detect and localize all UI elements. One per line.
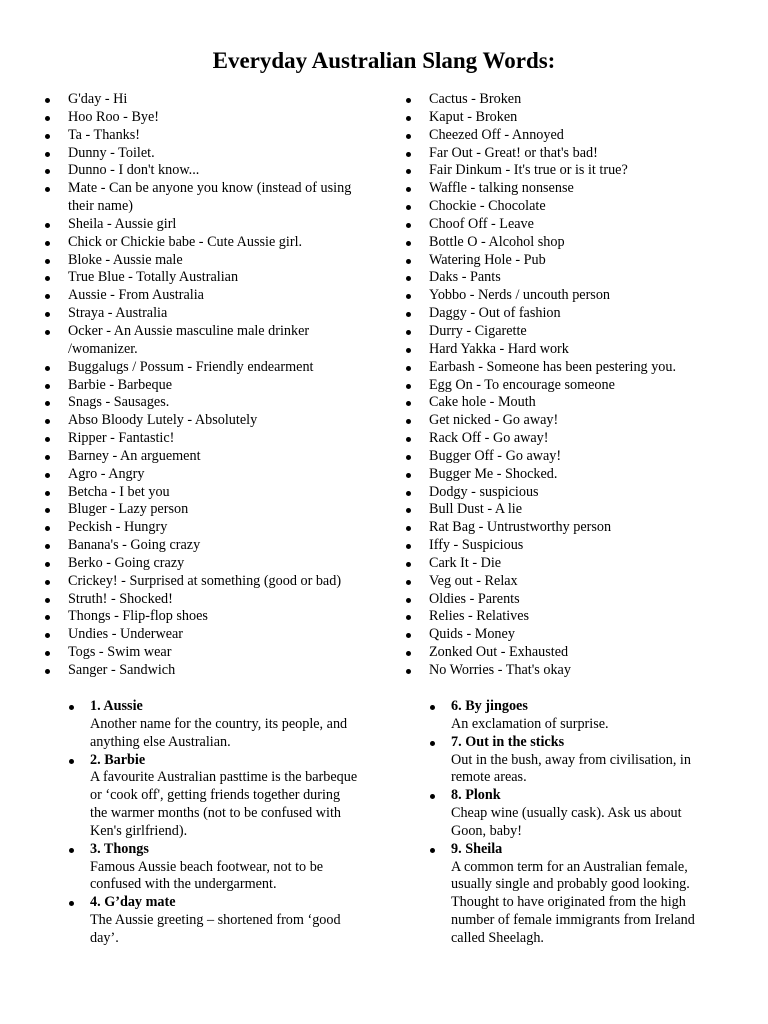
slang-item: Agro - Angry xyxy=(68,466,368,484)
slang-item: Dunny - Toilet. xyxy=(68,145,368,163)
slang-item: Bottle O - Alcohol shop xyxy=(429,234,729,252)
definition-item xyxy=(90,841,358,895)
definition-list-left xyxy=(90,698,358,948)
slang-list-left xyxy=(68,91,368,680)
slang-item: Barbie - Barbeque xyxy=(68,377,368,395)
definition-term: 1. Aussie xyxy=(90,698,143,714)
slang-item: Abso Bloody Lutely - Absolutely xyxy=(68,412,368,430)
slang-item: Rack Off - Go away! xyxy=(429,430,729,448)
slang-item: Hard Yakka - Hard work xyxy=(429,341,729,359)
definition-text: Out in the bush, away from civilisation, in remote areas. xyxy=(451,751,691,786)
slang-item: Barney - An arguement xyxy=(68,448,368,466)
definition-text: A favourite Australian pasttime is the barbeque or ‘cook off', getting friends together during the warmer months (not to be confused with Ken's girlfriend). xyxy=(90,769,358,839)
slang-item: Crickey! - Surprised at something (good or bad) xyxy=(68,573,368,591)
slang-item: Bull Dust - A lie xyxy=(429,501,729,519)
slang-item: Bugger Me - Shocked. xyxy=(429,466,729,484)
slang-item: Kaput - Broken xyxy=(429,109,729,127)
slang-item: Far Out - Great! or that's bad! xyxy=(429,145,729,163)
slang-item: Hoo Roo - Bye! xyxy=(68,109,368,127)
slang-item: Cark It - Die xyxy=(429,555,729,573)
slang-item: Cactus - Broken xyxy=(429,91,729,109)
slang-item: Veg out - Relax xyxy=(429,573,729,591)
slang-item: Thongs - Flip-flop shoes xyxy=(68,608,368,626)
definition-item xyxy=(90,698,358,752)
page-title: Everyday Australian Slang Words: xyxy=(212,48,556,73)
slang-item: Ripper - Fantastic! xyxy=(68,430,368,448)
slang-item: Oldies - Parents xyxy=(429,591,729,609)
definition-text: Famous Aussie beach footwear, not to be confused with the undergarment. xyxy=(90,858,324,893)
definition-term: 6. By jingoes xyxy=(451,698,528,714)
definition-text: The Aussie greeting – shortened from ‘good day’. xyxy=(90,912,341,946)
slang-item: Chick or Chickie babe - Cute Aussie girl. xyxy=(68,234,368,252)
slang-item: Sheila - Aussie girl xyxy=(68,216,368,234)
slang-item: Rat Bag - Untrustworthy person xyxy=(429,519,729,537)
slang-item: Cheezed Off - Annoyed xyxy=(429,127,729,145)
slang-item: Dunno - I don't know... xyxy=(68,162,368,180)
slang-item: Buggalugs / Possum - Friendly endearment xyxy=(68,359,368,377)
definition-item xyxy=(451,734,719,788)
slang-item: Iffy - Suspicious xyxy=(429,537,729,555)
slang-item: Banana's - Going crazy xyxy=(68,537,368,555)
slang-item: Peckish - Hungry xyxy=(68,519,368,537)
slang-item: Durry - Cigarette xyxy=(429,323,729,341)
slang-item: Aussie - From Australia xyxy=(68,287,368,305)
definition-item xyxy=(90,894,358,948)
definition-text: An exclamation of surprise. xyxy=(451,715,609,732)
slang-item: Get nicked - Go away! xyxy=(429,412,729,430)
slang-item: Waffle - talking nonsense xyxy=(429,180,729,198)
slang-item: Mate - Can be anyone you know (instead of using their name) xyxy=(68,180,368,216)
slang-item: Bloke - Aussie male xyxy=(68,252,368,270)
slang-item: G'day - Hi xyxy=(68,91,368,109)
slang-item: Sanger - Sandwich xyxy=(68,662,368,680)
slang-item: Earbash - Someone has been pestering you. xyxy=(429,359,729,377)
slang-item: Cake hole - Mouth xyxy=(429,394,729,412)
slang-item: Undies - Underwear xyxy=(68,626,368,644)
slang-item: Dodgy - suspicious xyxy=(429,484,729,502)
slang-item: Togs - Swim wear xyxy=(68,644,368,662)
slang-item: Daggy - Out of fashion xyxy=(429,305,729,323)
slang-item: Struth! - Shocked! xyxy=(68,591,368,609)
definition-item xyxy=(451,787,719,841)
definition-term: 9. Sheila xyxy=(451,840,503,857)
slang-item: Snags - Sausages. xyxy=(68,394,368,412)
definition-text: Another name for the country, its people, and anything else Australian. xyxy=(90,715,348,750)
definition-term: 4. G’day mate xyxy=(90,894,176,911)
definition-item xyxy=(451,841,719,948)
definition-term: 8. Plonk xyxy=(451,787,501,804)
slang-item: Zonked Out - Exhausted xyxy=(429,644,729,662)
slang-item: Yobbo - Nerds / uncouth person xyxy=(429,287,729,305)
slang-item: True Blue - Totally Australian xyxy=(68,269,368,287)
slang-item: No Worries - That's okay xyxy=(429,662,729,680)
slang-item: Bugger Off - Go away! xyxy=(429,448,729,466)
slang-item: Betcha - I bet you xyxy=(68,484,368,502)
slang-item: Egg On - To encourage someone xyxy=(429,377,729,395)
slang-item: Relies - Relatives xyxy=(429,608,729,626)
definition-item xyxy=(90,752,358,841)
slang-item: Daks - Pants xyxy=(429,269,729,287)
definition-text: A common term for an Australian female, usually single and probably good looking. Thought to have originated from the high number of female immigrants from Ireland called Sheelagh. xyxy=(451,858,695,946)
slang-item: Berko - Going crazy xyxy=(68,555,368,573)
definition-term: 3. Thongs xyxy=(90,840,149,857)
definition-term: 2. Barbie xyxy=(90,751,146,768)
slang-item: Fair Dinkum - It's true or is it true? xyxy=(429,162,729,180)
slang-item: Chockie - Chocolate xyxy=(429,198,729,216)
slang-item: Straya - Australia xyxy=(68,305,368,323)
slang-item: Quids - Money xyxy=(429,626,729,644)
slang-list-right xyxy=(429,91,729,680)
slang-item: Choof Off - Leave xyxy=(429,216,729,234)
definition-list-right xyxy=(451,698,719,948)
definition-text: Cheap wine (usually cask). Ask us about Goon, baby! xyxy=(451,805,682,839)
slang-item: Bluger - Lazy person xyxy=(68,501,368,519)
slang-item: Ta - Thanks! xyxy=(68,127,368,145)
definition-item xyxy=(451,698,719,734)
definition-term: 7. Out in the sticks xyxy=(451,733,565,750)
slang-item: Watering Hole - Pub xyxy=(429,252,729,270)
slang-item: Ocker - An Aussie masculine male drinker /womanizer. xyxy=(68,323,368,359)
